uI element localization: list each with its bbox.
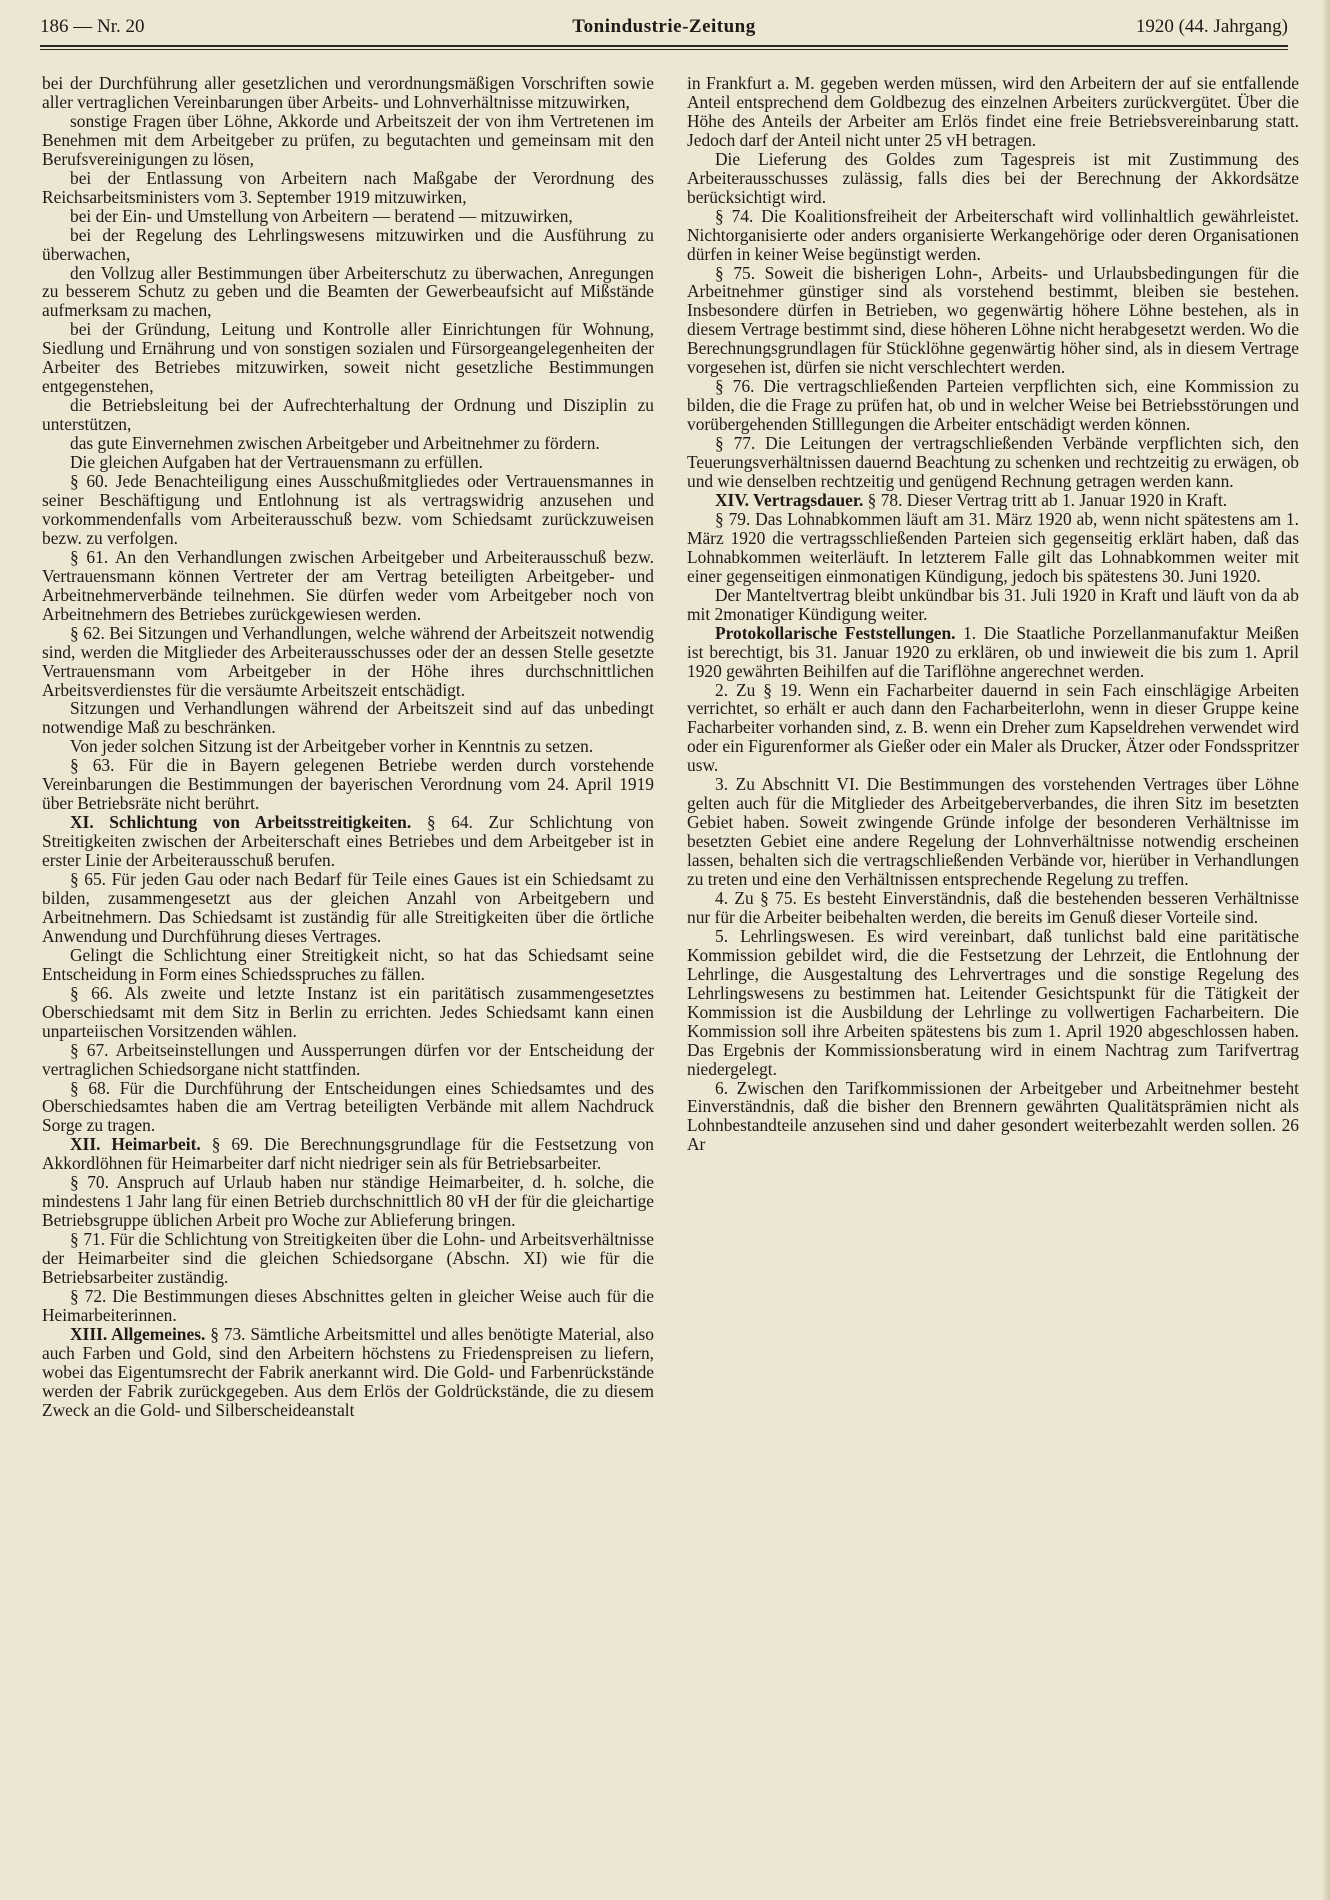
paragraph: bei der Entlassung von Arbeitern nach Maßgabe der Verordnung des Reichsarbeitsministers vom 3. September 1919 mitzuwirken, [42,167,654,207]
paragraph: den Vollzug aller Bestimmungen über Arbeiterschutz zu überwachen, Anregungen zu besserem Schutz zu geben und die Beamten der Gewerbeaufsicht auf Mißstände aufmerksam zu machen, [42,262,654,321]
paragraph: § 62. Bei Sitzungen und Verhandlungen, welche während der Arbeitszeit notwendig sind, werden die Mitglieder des Arbeiterausschusses oder der an dessen Stelle gesetzte Vertrauensmann vom Arbeitgeber in der Höhe ihres durchschnittlichen Arbeitsverdienstes für die versäumte Arbeitszeit entschädigt. [42,622,654,700]
section-paragraph: XII. Heimarbeit. § 69. Die Berechnungsgrundlage für die Festsetzung von Akkordlöhnen für Heimarbeiter darf nicht niedriger sein als für Betriebsarbeiter. [42,1134,654,1174]
paragraph: § 68. Für die Durchführung der Entscheidungen eines Schiedsamtes und des Oberschiedsamtes haben die am Vertrag beteiligten Verbände mit allem Nachdruck Sorge zu tragen. [42,1077,654,1136]
left-column [42,74,654,1420]
paragraph: sonstige Fragen über Löhne, Akkorde und Arbeitszeit der von ihm Vertretenen im Benehmen mit dem Arbeitgeber zu prüfen, zu begutachten und gemeinsam mit den Berufsvereinigungen zu lösen, [42,110,654,169]
paragraph: § 60. Jede Benachteiligung eines Ausschußmitgliedes oder Vertrauensmannes in seiner Beschäftigung und Entlohnung ist als vertragswidrig anzusehen und vorkommendenfalls vom Arbeiterausschuß bezw. vom Schiedsamt zurückzuweisen bezw. zu verfolgen. [42,471,654,548]
paragraph: 4. Zu § 75. Es besteht Einverständnis, daß die bestehenden besseren Verhältnisse nur für die Arbeiter beibehalten werden, die bereits im Genuß dieser Vorteile sind. [687,887,1299,927]
paragraph: Der Manteltvertrag bleibt unkündbar bis 31. Juli 1920 in Kraft und läuft von da ab mit 2monatiger Kündigung weiter. [687,584,1299,624]
paragraph: bei der Ein- und Umstellung von Arbeitern — beratend — mitzuwirken, [70,205,573,226]
section-heading: XII. Heimarbeit. [70,1134,201,1155]
paragraph: bei der Gründung, Leitung und Kontrolle aller Einrichtungen für Wohnung, Siedlung und Ernährung und von sonstigen sozialen und Fürsorgeangelegenheiten der Arbeiter des Betriebes mitzuwirken, soweit nicht gesetzliche Bestimmungen entgegenstehen, [42,319,654,397]
paragraph: Sitzungen und Verhandlungen während der Arbeitszeit sind auf das unbedingt notwendige Maß zu beschränken. [42,698,654,738]
paragraph: bei der Regelung des Lehrlingswesens mitzuwirken und die Ausführung zu überwachen, [42,224,654,264]
paragraph: Die Lieferung des Goldes zum Tagespreis ist mit Zustimmung des Arbeiterausschusses zulässig, falls dies bei der Berechnung der Akkordsätze berücksichtigt wird. [687,148,1299,207]
paragraph: § 77. Die Leitungen der vertragschließenden Verbände verpflichten sich, den Teuerungsverhältnissen dauernd Beachtung zu schenken und rechtzeitig zu erwägen, ob und wie denselben rechtzeitig und genügend Rechnung getragen werden kann. [687,433,1299,492]
section-paragraph: XI. Schlichtung von Arbeitsstreitigkeiten. § 64. Zur Schlichtung von Streitigkeiten zwischen der Arbeiterschaft eines Betriebes und dem Arbeitgeber ist in erster Linie der Arbeiterausschuß berufen. [42,812,654,871]
header-rule [40,45,1288,47]
paragraph: 6. Zwischen den Tarifkommissionen der Arbeitgeber und Arbeitnehmer besteht Einverständnis, daß die bisher den Brennern gewährten Qualitätsprämien nicht als Lohnbestandteile anzusehen sind und daher gesondert weiterbezahlt werden sollen. 26 Ar [687,1077,1299,1155]
section-paragraph: XIII. Allgemeines. § 73. Sämtliche Arbeitsmittel und alles benötigte Material, also auch Farben und Gold, sind den Arbeitern höchstens zu Friedenspreisen zu liefern, wobei das Eigentumsrecht der Fabrik anerkannt wird. Die Gold- und Farbenrückstände werden der Fabrik zurückgegeben. Aus dem Erlös der Goldrückstände, die zu diesem Zweck an die Gold- und Silberscheideanstalt [42,1323,655,1420]
section-paragraph: Protokollarische Feststellungen. 1. Die Staatliche Porzellanmanufaktur Meißen ist berechtigt, bis 31. Januar 1920 zu erklären, ob und inwieweit die bis zum 1. April 1920 gewährten Beihilfen auf die Tariflöhne angerechnet werden. [687,622,1299,681]
paragraph: § 65. Für jeden Gau oder nach Bedarf für Teile eines Gaues ist ein Schiedsamt zu bilden, zusammengesetzt aus der gleichen Anzahl von Arbeitgebern und Arbeitnehmern. Das Schiedsamt ist zuständig für alle Streitigkeiten über die örtliche Anwendung und Durchführung dieses Vertrages. [42,869,654,946]
paragraph: § 70. Anspruch auf Urlaub haben nur ständige Heimarbeiter, d. h. solche, die mindestens 1 Jahr lang für einen Betrieb durchschnittlich 80 vH der für die gleichartige Betriebsgruppe üblichen Arbeit pro Woche zur Ablieferung bringen. [42,1172,654,1231]
page-header [40,16,1288,42]
page-edge-shadow [1322,0,1330,1900]
paragraph: § 66. Als zweite und letzte Instanz ist ein paritätisch zusammengesetztes Oberschiedsamt mit dem Sitz in Berlin zu errichten. Jedes Schiedsamt kann einen unparteiischen Vorsitzenden wählen. [42,982,654,1041]
paragraph: 5. Lehrlingswesen. Es wird vereinbart, daß tunlichst bald eine paritätische Kommission gebildet wird, die die Festsetzung der Lehrzeit, die Entlohnung der Lehrlinge, die Ausgestaltung des Lehrvertrages und die sonstige Regelung des Lehrlingswesens zu bestimmen hat. Leitender Gesichtspunkt für die Tätigkeit der Kommission ist die Ausbildung der Lehrlinge zu vollwertigen Facharbeitern. Die Kommission soll ihre Arbeiten spätestens bis zum 1. April 1920 abgeschlossen haben. Das Ergebnis der Kommissionsberatung wird in einem Nachtrag zum Tarifvertrag niedergelegt. [687,925,1299,1079]
paragraph: in Frankfurt a. M. gegeben werden müssen, wird den Arbeitern der auf sie entfallende Anteil entsprechend dem Goldbezug des einzelnen Arbeiters zurückvergütet. Über die Höhe des Anteils der Arbeiter am Erlös findet eine freie Betriebsvereinbarung statt. Jedoch darf der Anteil nicht unter 25 vH betragen. [687,73,1299,150]
paragraph: Von jeder solchen Sitzung ist der Arbeitgeber vorher in Kenntnis zu setzen. [70,736,594,757]
section-heading: XI. Schlichtung von Arbeitsstreitigkeiten. [70,812,412,833]
paragraph: bei der Durchführung aller gesetzlichen und verordnungsmäßigen Vorschriften sowie aller vertraglichen Vereinbarungen über Arbeits- und Lohnverhältnisse mitzuwirken, [42,73,654,112]
paragraph: Die gleichen Aufgaben hat der Vertrauensmann zu erfüllen. [70,452,484,473]
right-column [687,74,1299,1154]
section-paragraph: XIV. Vertragsdauer. § 78. Dieser Vertrag tritt ab 1. Januar 1920 in Kraft. [715,489,1228,510]
paragraph: § 79. Das Lohnabkommen läuft am 31. März 1920 ab, wenn nicht spätestens am 1. März 1920 die vertragsschließenden Parteien sich gegenseitig erklärt haben, daß das Lohnabkommen weiterläuft. In letzterem Falle gilt das Lohnabkommen weiter mit einer gegenseitigen einmonatigen Kündigung, jedoch bis spätestens 30. Juni 1920. [687,508,1299,586]
paragraph: 3. Zu Abschnitt VI. Die Bestimmungen des vorstehenden Vertrages über Löhne gelten auch für die Mitglieder des Arbeitgeberverbandes, die ihren Sitz im besetzten Gebiet haben. Soweit zwingende Gründe infolge der besonderen Verhältnisse im besetzten Gebiet eine andere Regelung der Lohnverhältnisse notwendig erscheinen lassen, behalten sich die vertragschließenden Verbände vor, hierüber in Verhandlungen zu treten und eine den Verhältnissen entsprechende Regelung zu treffen. [687,774,1299,890]
section-heading: XIV. Vertragsdauer. [715,489,864,510]
masthead-title: Tonindustrie-Zeitung [572,16,756,37]
paragraph: Gelingt die Schlichtung einer Streitigkeit nicht, so hat das Schiedsamt seine Entscheidung in Form eines Schiedsspruches zu fällen. [42,944,654,984]
paragraph: § 72. Die Bestimmungen dieses Abschnittes gelten in gleicher Weise auch für die Heimarbeiterinnen. [42,1286,654,1325]
paragraph: § 76. Die vertragschließenden Parteien verpflichten sich, eine Kommission zu bilden, die die Frage zu prüfen hat, ob und in welcher Weise bei Betriebsstörungen und vorübergehenden Stilllegungen die Arbeiter entschädigt werden können. [687,376,1299,435]
section-heading: Protokollarische Feststellungen. [715,622,956,643]
paragraph: die Betriebsleitung bei der Aufrechterhaltung der Ordnung und Disziplin zu unterstützen, [42,395,654,435]
paragraph: § 61. An den Verhandlungen zwischen Arbeitgeber und Arbeiterausschuß bezw. Vertrauensmann können Vertreter der am Vertrag beteiligten Arbeitgeber- und Arbeitnehmerverbände teilnehmen. Sie dürfen weder vom Arbeitgeber noch von Arbeitnehmern des Betriebes zurückgewiesen werden. [42,546,654,624]
header-rule-thin [40,49,1288,50]
paragraph: 2. Zu § 19. Wenn ein Facharbeiter dauernd in sein Fach einschlägige Arbeiten verrichtet, so erhält er auch dann den Facharbeiterlohn, wenn in dieser Gruppe keine Facharbeiter vorhanden sind, z. B. wenn ein Dreher zum Kapseldrehen verwendet wird oder ein Figurenformer als Gießer oder ein Maler als Drucker, Ätzer oder Fondsspritzer usw. [687,679,1299,776]
page-number: 186 — Nr. 20 [40,16,145,37]
paragraph: § 67. Arbeitseinstellungen und Aussperrungen dürfen vor der Entscheidung der vertraglichen Schiedsorgane nicht stattfinden. [42,1039,654,1079]
section-heading: XIII. Allgemeines. [70,1323,206,1344]
issue-date: 1920 (44. Jahrgang) [1135,16,1288,37]
paragraph: § 63. Für die in Bayern gelegenen Betriebe werden durch vorstehende Vereinbarungen die Bestimmungen der bayerischen Verordnung vom 24. April 1919 über Betriebsräte nicht berührt. [42,755,654,814]
paragraph: § 71. Für die Schlichtung von Streitigkeiten über die Lohn- und Arbeitsverhältnisse der Heimarbeiter sind die gleichen Schiedsorgane (Abschn. XI) wie für die Betriebsarbeiter zuständig. [42,1229,654,1288]
paragraph: § 75. Soweit die bisherigen Lohn-, Arbeits- und Urlaubsbedingungen für die Arbeitnehmer günstiger sind als vorstehend bestimmt, bleiben sie bestehen. Insbesondere dürfen in Betrieben, wo gegenwärtig höhere Löhne bestehen, als in diesem Vertrage bestimmt sind, diese höheren Löhne nicht herabgesetzt werden. Wo die Berechnungsgrundlagen für Stücklöhne gegenwärtig höher sind, als in diesem Vertrage vorgesehen ist, dürfen sie nicht verschlechtert werden. [687,262,1299,378]
paragraph: § 74. Die Koalitionsfreiheit der Arbeiterschaft wird vollinhaltlich gewährleistet. Nichtorganisierte oder anders organisierte Werkangehörige oder deren Organisationen dürfen in keiner Weise begünstigt werden. [687,205,1299,264]
paragraph: das gute Einvernehmen zwischen Arbeitgeber und Arbeitnehmer zu fördern. [70,433,600,454]
